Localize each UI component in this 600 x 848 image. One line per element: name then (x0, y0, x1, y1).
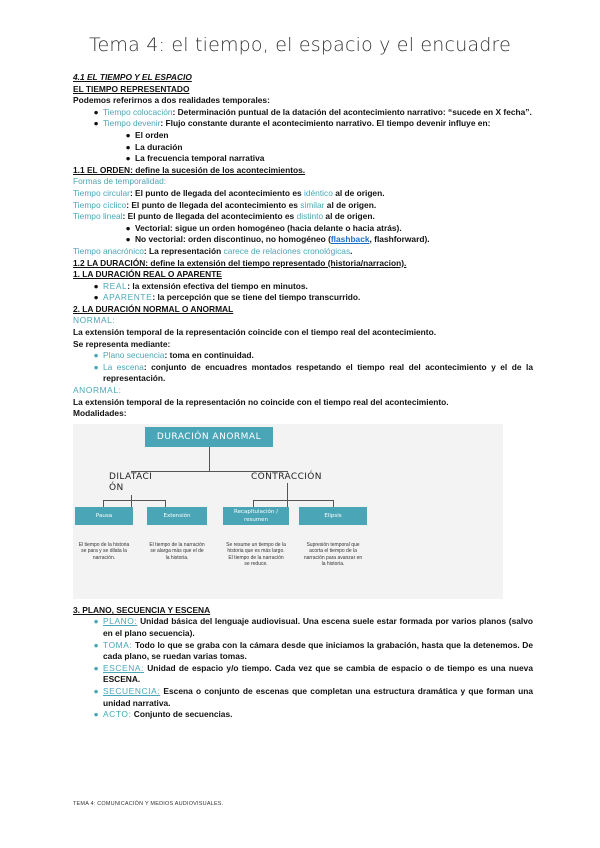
circular-label: Tiempo circular (73, 187, 130, 198)
list-item-text: : toma en continuidad. (164, 350, 254, 361)
list-item (73, 640, 533, 663)
list-item (73, 616, 533, 639)
bullet-icon: ● (93, 639, 99, 650)
bullet-icon: ● (93, 280, 99, 291)
list-item-label: La escena (103, 361, 144, 372)
list-item-label: Tiempo colocación (103, 106, 173, 117)
dilatacion-label: DILATACIÓN (109, 472, 159, 495)
content (73, 72, 533, 721)
section-1-2-heading: 1.2 LA DURACIÓN: define la extensión del tiempo representado (historia/narracion). (73, 257, 407, 268)
list-item-text: El orden (135, 129, 169, 140)
page-footer: TEMA 4: COMUNICACIÓN Y MEDIOS AUDIOVISUALES. (73, 801, 224, 807)
flashback-link[interactable]: flashback (330, 234, 370, 245)
bullet-icon: ● (125, 141, 131, 152)
list-item-text: Escena o conjunto de escenas que completan una estructura dramática y que forman una unidad narrativa. (103, 685, 533, 708)
list-item (73, 118, 533, 130)
connector-line (253, 500, 333, 501)
normal-text: La extensión temporal de la representación coincide con el tiempo real del acontecimiento. (73, 327, 437, 338)
bullet-icon: ● (93, 709, 99, 720)
list-item-text: La frecuencia temporal narrativa (135, 153, 265, 164)
ciclico-label: Tiempo cíclico (73, 199, 127, 210)
lineal-text-end: al de origen. (323, 211, 375, 222)
tiempo-representado-heading: EL TIEMPO REPRESENTADO (73, 83, 190, 94)
duracion-anormal-diagram (73, 424, 503, 599)
list-item (73, 142, 533, 154)
connector-line (103, 500, 104, 507)
sub-2-heading: 2. LA DURACIÓN NORMAL O ANORMAL (73, 303, 234, 314)
diagram-leaf-extension: Extensión (147, 507, 207, 525)
diagram-leaf-text: El tiempo de la narración se alarga más que el de la historia. (149, 541, 205, 561)
formas-label: Formas de temporalidad: (73, 176, 167, 187)
list-item (73, 350, 533, 362)
lineal-text: : El punto de llegada del acontecimiento es (122, 211, 297, 222)
list-item (73, 292, 533, 304)
list-item-text: Todo lo que se graba con la cámara desde que iniciamos la grabación, hasta que la detenemos. De cada plano, se ruedan varias tomas. (103, 639, 533, 662)
list-item-label: ACTO: (103, 709, 132, 720)
list-item-text: : la percepción que se tiene del tiempo transcurrido. (152, 292, 361, 303)
list-item-text: : Determinación puntual de la datación del acontecimiento narrativo: “sucede en X fecha”. (172, 106, 532, 117)
modalidades-text: Modalidades: (73, 408, 127, 419)
page-title: Tema 4: el tiempo, el espacio y el encuadre (88, 34, 512, 56)
normal-label: NORMAL: (73, 315, 116, 326)
list-item-text: La duración (135, 141, 183, 152)
bullet-icon: ● (93, 118, 99, 129)
anacronico-key: carece de relaciones cronológicas (223, 245, 351, 256)
list-item-text: Unidad básica del lenguaje audiovisual. Una escena suele estar formada por varios planos (salvo en el plano secuencia). (103, 616, 533, 638)
list-item-label: PLANO: (103, 616, 138, 627)
bullet-icon: ● (93, 350, 99, 361)
list-item-label: Plano secuencia (103, 350, 165, 361)
ciclico-key: similar (300, 199, 325, 210)
bullet-icon: ● (93, 685, 99, 696)
bullet-icon: ● (93, 361, 99, 372)
list-item (73, 686, 533, 709)
list-item (73, 107, 533, 119)
section-4-1-heading: 4.1 EL TIEMPO Y EL ESPACIO (73, 72, 192, 82)
anormal-text: La extensión temporal de la representación no coincide con el tiempo real del acontecimiento. (73, 396, 449, 407)
diagram-leaf-text: Se resume un tiempo de la historia que es más largo. El tiempo de la narración se reduce. (226, 541, 286, 568)
anacronico-text-end: . (350, 245, 353, 256)
connector-line (333, 500, 334, 507)
list-item (73, 362, 533, 385)
diagram-leaf-text: El tiempo de la historia se para y se dilata la narración. (78, 541, 130, 561)
list-item (73, 130, 533, 142)
diagram-leaf-text: Supresión temporal que acorta el tiempo de la narración para avanzar en la historia. (303, 541, 363, 568)
list-item (73, 223, 533, 235)
list-item-text: Vectorial: sigue un orden homogéneo (hacia delante o hacia atrás). (135, 222, 402, 233)
list-item-label: SECUENCIA: (103, 685, 161, 696)
list-item-label: ESCENA: (103, 662, 144, 673)
list-item (73, 281, 533, 293)
circular-key: idéntico (304, 187, 333, 198)
ciclico-text: : El punto de llegada del acontecimiento es (126, 199, 301, 210)
intro-text: Podemos referirnos a dos realidades temporales: (73, 95, 270, 106)
connector-line (103, 500, 165, 501)
list-item-text: No vectorial: orden discontinuo, no homogéneo ( (135, 234, 331, 245)
anacronico-text: : La representación (143, 245, 224, 256)
list-item (73, 709, 533, 721)
ciclico-text-end: al de origen. (324, 199, 377, 210)
list-item-text: : Flujo constante durante el acontecimiento narrativo. El tiempo devenir influye en: (160, 118, 491, 129)
circular-text-end: al de origen. (332, 187, 385, 198)
list-item (73, 234, 533, 246)
diagram-leaf-recapitulacion: Recapitulación / resumen (223, 507, 289, 525)
bullet-icon: ● (93, 662, 99, 673)
list-item (73, 663, 533, 686)
section-1-1-heading: 1.1 EL ORDEN: define la sucesión de los acontecimientos. (73, 164, 306, 175)
list-item-label: Tiempo devenir (103, 118, 161, 129)
bullet-icon: ● (93, 292, 99, 303)
list-item-label: REAL (103, 280, 128, 291)
list-item-text-end: , flashforward). (369, 234, 430, 245)
bullet-icon: ● (125, 234, 131, 245)
bullet-icon: ● (93, 106, 99, 117)
list-item-text: Unidad de espacio y/o tiempo. Cada vez que se cambia de espacio o de tiempo es una nueva ESCENA. (103, 662, 533, 685)
representa-text: Se representa mediante: (73, 338, 171, 349)
section-3-heading: 3. PLANO, SECUENCIA Y ESCENA (73, 604, 211, 615)
connector-line (165, 500, 166, 507)
list-item (73, 153, 533, 165)
anormal-label: ANORMAL: (73, 385, 122, 396)
connector-line (209, 447, 210, 471)
sub-1-heading: 1. LA DURACIÓN REAL O APARENTE (73, 269, 222, 280)
contraccion-label: CONTRACCIÓN (251, 471, 322, 482)
list-item-label: TOMA: (103, 639, 133, 650)
diagram-leaf-elipsis: Elipsis (299, 507, 367, 525)
list-item-text: Conjunto de secuencias. (131, 709, 233, 720)
list-item-text: : conjunto de encuadres montados respetando el tiempo real del acontecimiento y el de la representación. (103, 361, 534, 384)
bullet-icon: ● (125, 222, 131, 233)
lineal-label: Tiempo lineal (73, 211, 123, 222)
bullet-icon: ● (93, 616, 99, 627)
connector-line (253, 500, 254, 507)
bullet-icon: ● (125, 129, 131, 140)
bullet-icon: ● (125, 153, 131, 164)
circular-text: : El punto de llegada del acontecimiento es (129, 187, 304, 198)
diagram-root-node: DURACIÓN ANORMAL (145, 427, 273, 447)
list-item-label: APARENTE (103, 292, 153, 303)
list-item-text: : la extensión efectiva del tiempo en minutos. (127, 280, 308, 291)
diagram-leaf-pausa: Pausa (75, 507, 133, 525)
anacronico-label: Tiempo anacrónico (73, 245, 144, 256)
lineal-key: distinto (296, 211, 324, 222)
